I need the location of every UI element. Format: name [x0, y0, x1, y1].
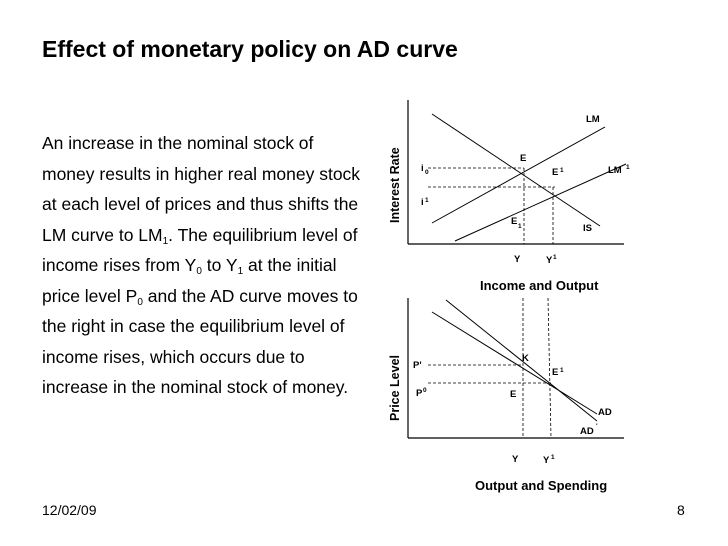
price-level-axis-title: Price Level [388, 354, 402, 421]
lm-curve [432, 127, 605, 223]
ad-diagram [388, 298, 624, 493]
p0-subscript: 0 [137, 296, 143, 308]
i1-label: i [421, 197, 424, 208]
i1-superscript: 1 [425, 197, 429, 204]
explanation-part-4: at the initial price level P [42, 255, 337, 306]
ad1-superscript: ' [596, 423, 598, 430]
p1-label: P' [413, 360, 422, 371]
ad1-label: AD [580, 426, 594, 437]
slide-page-number: 8 [677, 502, 685, 518]
i0-subscript: 0 [425, 169, 429, 176]
bottom-y1-superscript: 1 [551, 454, 555, 461]
slide-title: Effect of monetary policy on AD curve [42, 36, 458, 62]
output-spending-caption: Output and Spending [475, 478, 608, 493]
equilibrium-e-label: E [520, 153, 527, 164]
is-label: IS [583, 223, 592, 234]
explanation-part-2: . The equilibrium level of income rises from Y [42, 224, 358, 275]
bottom-y1-dashed-line [548, 298, 551, 438]
top-y1-superscript: 1 [553, 254, 557, 261]
p0-superscript: 0 [423, 387, 427, 394]
point-e1-label: E [552, 367, 559, 378]
explanation-part-3: to Y [201, 255, 238, 275]
top-y-label: Y [514, 254, 521, 265]
point-e-label: E [510, 389, 517, 400]
lm1-superscript: 1 [626, 164, 630, 171]
bottom-y1-label: Y [543, 455, 550, 466]
e-sub1-subscript: 1 [518, 223, 522, 230]
interest-rate-axis-title: Interest Rate [388, 147, 402, 223]
point-e1-superscript: 1 [560, 367, 564, 374]
slide-date: 12/02/09 [42, 502, 97, 518]
lm-subscript: 1 [162, 235, 169, 247]
ad-label: AD [598, 407, 612, 418]
y1-subscript: 1 [237, 266, 244, 277]
point-e-sub1-label: E [511, 216, 518, 227]
lm-label: LM [586, 114, 600, 125]
bottom-y-label: Y [512, 454, 519, 465]
lm1-label: LM [608, 165, 622, 176]
top-y1-label: Y [546, 255, 553, 266]
p0-label: P [416, 388, 423, 399]
is-lm-diagram [388, 100, 630, 293]
explanation-part-1: An increase in the nominal stock of money results in higher real money stock at each level of prices and thus shifts the LM curve to LM [42, 133, 361, 245]
explanation-part-5: and the AD curve moves to the right in case the equilibrium level of income rises, which occurs due to increase in the nominal stock of money. [42, 285, 358, 397]
i0-label: i [421, 163, 424, 174]
equilibrium-e1-label: E [552, 167, 559, 178]
income-output-caption: Income and Output [480, 278, 599, 293]
point-k-label: K [522, 353, 529, 364]
e1-superscript: 1 [560, 167, 564, 174]
lm1-curve [455, 164, 626, 241]
y0-subscript: 0 [196, 266, 202, 277]
